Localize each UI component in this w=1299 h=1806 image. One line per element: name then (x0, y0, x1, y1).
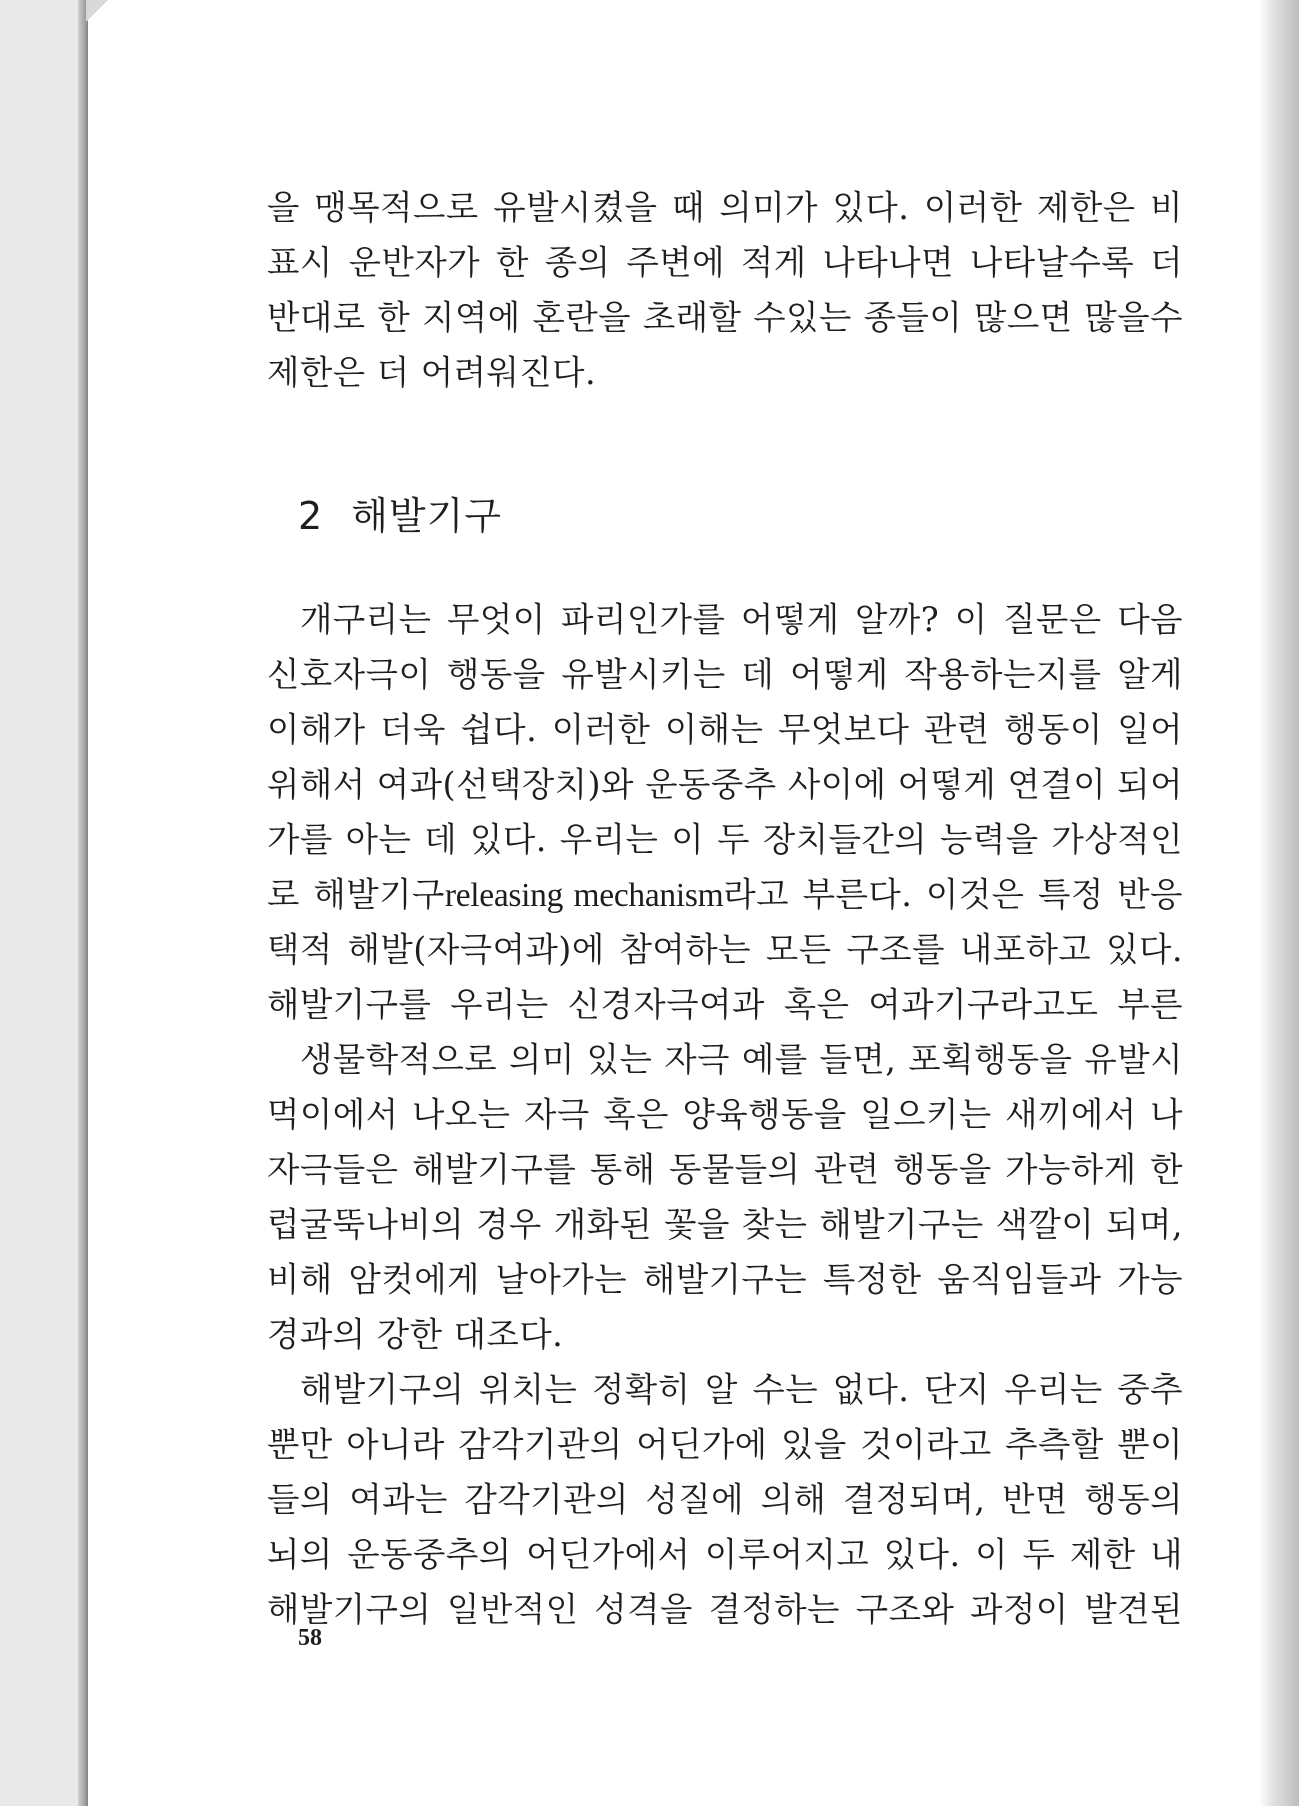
page-number: 58 (298, 1625, 322, 1651)
paragraph-2 (267, 1032, 1183, 1362)
text-line-mixed (267, 867, 1183, 922)
text-line: 경과의 강한 대조다. (267, 1315, 564, 1354)
text-line: 이해가 더욱 쉽다. 이러한 이해는 무엇보다 관련 행동이 일어 (267, 710, 1183, 749)
text-line: 가를 아는 데 있다. 우리는 이 두 장치들간의 능력을 가상적인 (267, 820, 1183, 859)
text-line: 표시 운반자가 한 종의 주변에 적게 나타나면 나타날수록 더 (267, 243, 1183, 282)
text-line: 반대로 한 지역에 혼란을 초래할 수있는 종들이 많으면 많을수 (267, 298, 1183, 337)
section-title: 해발기구 (351, 494, 503, 538)
text-line: 해발기구를 우리는 신경자극여과 혹은 여과기구라고도 부른 (267, 985, 1183, 1024)
page-corner-fold (86, 0, 108, 22)
section-number: 2 (298, 494, 324, 538)
text-line: 개구리는 무엇이 파리인가를 어떻게 알까? 이 질문은 다음 (300, 600, 1183, 639)
text-line: 신호자극이 행동을 유발시키는 데 어떻게 작용하는지를 알게 (267, 655, 1183, 694)
text-line: 해발기구의 위치는 정확히 알 수는 없다. 단지 우리는 중추 (300, 1370, 1183, 1409)
paragraph-3 (267, 1362, 1183, 1637)
text-segment: 라고 부른다. 이것은 특정 반응 (723, 875, 1183, 914)
text-line: 비해 암컷에게 날아가는 해발기구는 특정한 움직임들과 가능 (267, 1260, 1183, 1299)
text-line: 뇌의 운동중추의 어딘가에서 이루어지고 있다. 이 두 제한 내 (267, 1535, 1183, 1574)
english-term: releasing mechanism (444, 877, 724, 914)
text-line: 택적 해발(자극여과)에 참여하는 모든 구조를 내포하고 있다. (267, 930, 1183, 969)
text-line: 들의 여과는 감각기관의 성질에 의해 결정되며, 반면 행동의 (267, 1480, 1183, 1519)
text-line: 을 맹목적으로 유발시켰을 때 의미가 있다. 이러한 제한은 비 (267, 188, 1183, 227)
section-heading (298, 485, 502, 540)
page-gutter-shadow (1259, 0, 1299, 1806)
text-line: 제한은 더 어려워진다. (267, 353, 597, 392)
text-line: 뿐만 아니라 감각기관의 어딘가에 있을 것이라고 추측할 뿐이 (267, 1425, 1183, 1464)
text-line: 위해서 여과(선택장치)와 운동중추 사이에 어떻게 연결이 되어 (267, 765, 1183, 804)
text-segment: 로 해발기구 (267, 875, 445, 914)
text-line: 럽굴뚝나비의 경우 개화된 꽃을 찾는 해발기구는 색깔이 되며, (267, 1205, 1183, 1244)
text-line: 생물학적으로 의미 있는 자극 예를 들면, 포획행동을 유발시 (300, 1040, 1183, 1079)
page-edge-shadow (78, 0, 86, 1806)
text-line: 자극들은 해발기구를 통해 동물들의 관련 행동을 가능하게 한 (267, 1150, 1183, 1189)
text-line: 해발기구의 일반적인 성격을 결정하는 구조와 과정이 발견된 (267, 1590, 1183, 1629)
paragraph-1 (267, 592, 1183, 1032)
paragraph-continuation (267, 180, 1183, 400)
text-line: 먹이에서 나오는 자극 혹은 양육행동을 일으키는 새끼에서 나 (267, 1095, 1183, 1134)
